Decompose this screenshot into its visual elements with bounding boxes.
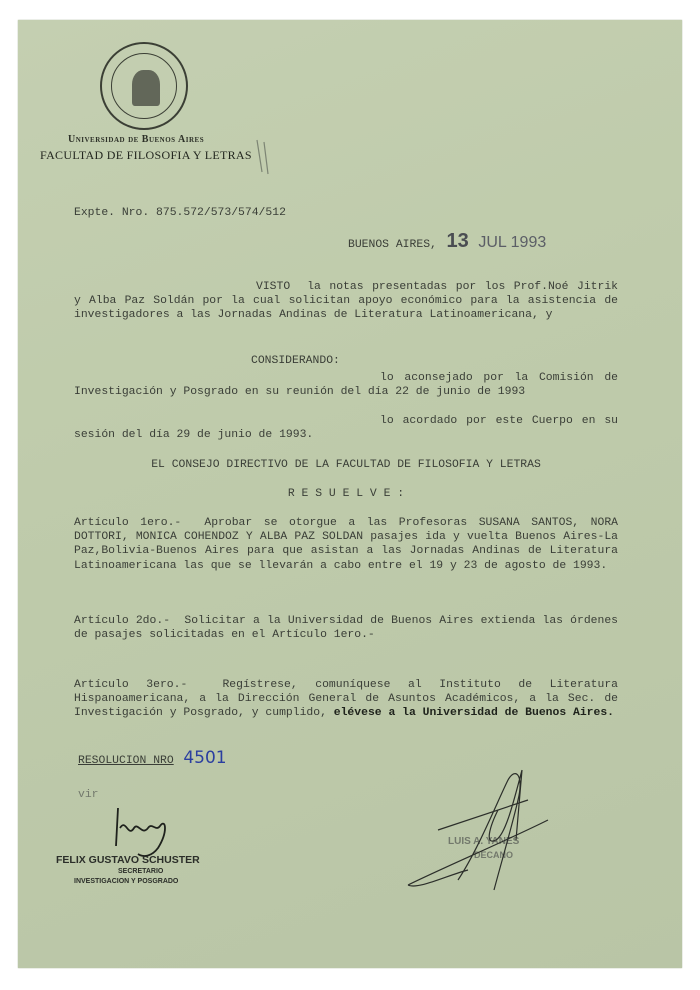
article-1-text: Aprobar se otorgue a las Profesoras SUSANA SANTOS, NORA DOTTORI, MONICA COHENDOZ Y ALBA PAZ SOLDAN pasajes ida y vuelta Buenos Aires-La Paz,Bolivia-Buenos Aires para que asistan a las Jornadas Andinas de Literatura Latinoamericana las que se llevarán a cabo entre el 19 y 23 de agosto de 1993. [74, 517, 619, 572]
place-date [348, 230, 546, 253]
article-1 [74, 516, 618, 573]
visto-paragraph [74, 280, 618, 323]
article-2-text: Solicitar a la Universidad de Buenos Aires extienda las órdenes de pasajes solicitadas en el Artículo 1ero.- [74, 615, 618, 642]
article-3-bold-tail: elévese a la Universidad de Buenos Aires. [333, 707, 615, 720]
article-1-label: Artículo 1ero.- [74, 517, 182, 529]
signature-dean-icon [398, 760, 568, 900]
typist-initials: vir [78, 789, 99, 801]
seal-figure [132, 70, 160, 106]
resolution-label: RESOLUCION NRO [78, 755, 174, 767]
dean-title: DECANO [474, 850, 514, 860]
university-seal-icon [100, 42, 188, 130]
university-name: Universidad de Buenos Aires [68, 134, 205, 145]
article-3-label: Artículo 3ero.- [74, 679, 188, 691]
article-2-label: Artículo 2do.- [74, 615, 171, 627]
faculty-name: FACULTAD DE FILOSOFIA Y LETRAS [40, 148, 252, 162]
resuelve-heading: R E S U E L V E : [287, 488, 405, 500]
resolution-number-handwritten: 4501 [183, 748, 227, 768]
document-page [18, 20, 682, 968]
council-heading: EL CONSEJO DIRECTIVO DE LA FACULTAD DE FILOSOFIA Y LETRAS [151, 459, 541, 471]
visto-text: la notas presentadas por los Prof.Noé Jitrik y Alba Paz Soldán por la cual solicitan apoyo económico para la asistencia de investigadores a las Jornadas Andinas de Literatura Latinoamericana, y [74, 281, 618, 322]
article-2 [74, 614, 618, 642]
secretary-name: FELIX GUSTAVO SCHUSTER [56, 854, 200, 866]
resolution-number [78, 748, 227, 768]
seal-inner-ring [111, 53, 177, 119]
signature-secretary-icon [108, 798, 178, 858]
visto-label: VISTO [256, 281, 291, 293]
date-stamp-month-year: JUL 1993 [478, 234, 547, 251]
article-3-text: Regístrese, comuníquese al Instituto de Literatura Hispanoamericana, a la Dirección General de Asuntos Académicos, a la Sec. de Investigación y Posgrado, y cumplido, [74, 679, 618, 720]
considerando-para-2: lo acordado por este Cuerpo en su sesión del día 29 de junio de 1993. [74, 415, 618, 442]
considerando-para-1: lo aconsejado por la Comisión de Investigación y Posgrado en su reunión del día 22 de junio de 1993 [74, 372, 618, 399]
dean-name: LUIS A. YANES [448, 836, 520, 847]
secretary-title: SECRETARIO [118, 868, 164, 875]
date-stamp-day: 13 [446, 230, 469, 252]
pen-mark-icon [254, 138, 274, 178]
file-number: Expte. Nro. 875.572/573/574/512 [74, 207, 286, 219]
article-3 [74, 678, 618, 721]
secretary-dept: INVESTIGACION Y POSGRADO [74, 878, 179, 885]
place: BUENOS AIRES, [348, 239, 437, 251]
considerando-label: CONSIDERANDO: [251, 355, 340, 367]
